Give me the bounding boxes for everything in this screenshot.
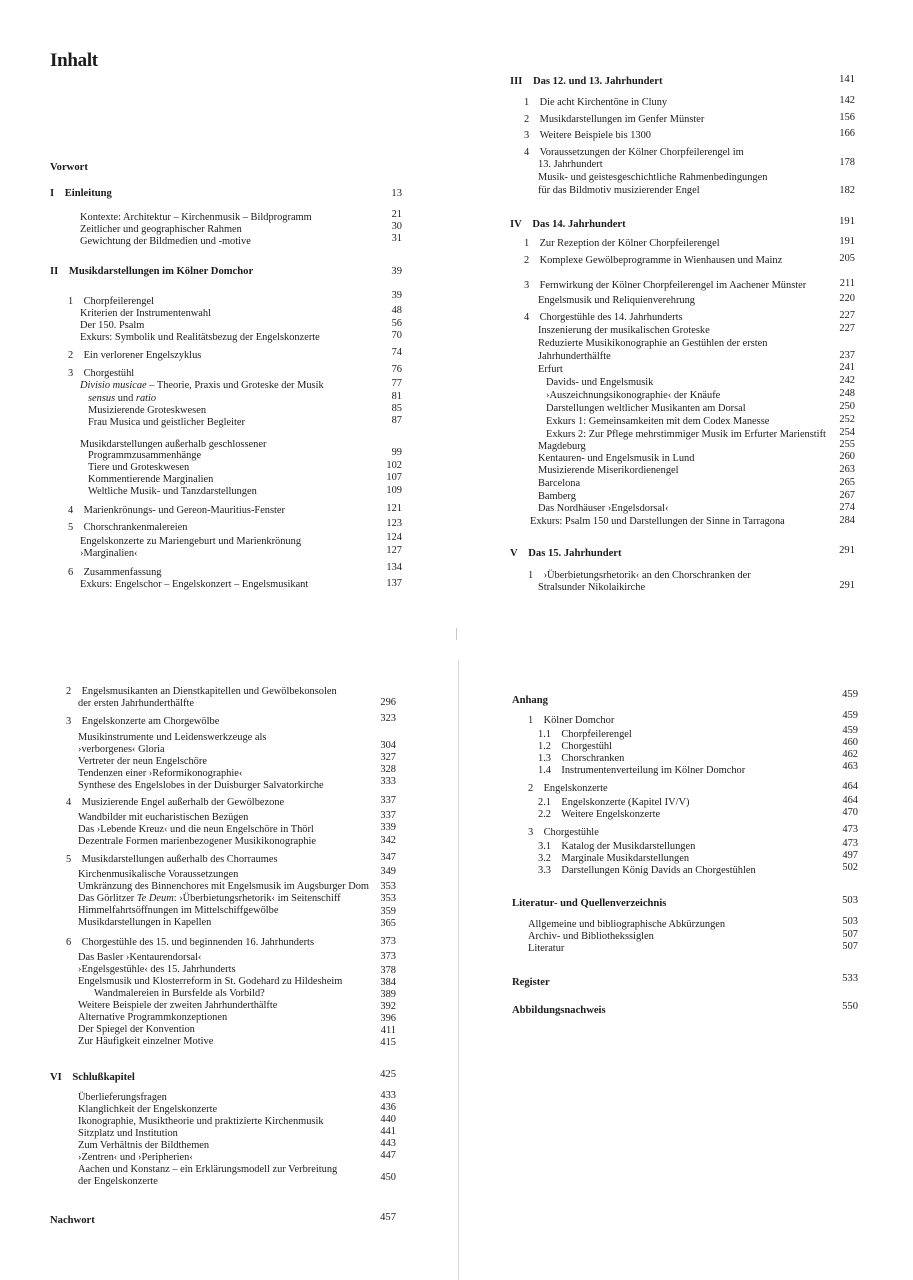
toc-entry bbox=[50, 917, 396, 930]
toc-entry-title: 1.1 Chorpfeilerengel bbox=[538, 729, 632, 740]
toc-entry-title: Überlieferungsfragen bbox=[78, 1092, 167, 1103]
toc-entry bbox=[50, 347, 402, 363]
toc-entry-title: Literatur bbox=[528, 943, 565, 954]
toc-column-bottom-right bbox=[512, 640, 858, 1280]
toc-page-number: 191 bbox=[839, 216, 855, 227]
toc-entry bbox=[510, 97, 855, 110]
toc-page-number: 220 bbox=[839, 293, 855, 304]
toc-entry-title: Vorwort bbox=[50, 162, 88, 173]
toc-section-heading bbox=[510, 545, 855, 561]
toc-entry-title: 3 Weitere Beispiele bis 1300 bbox=[524, 130, 651, 141]
toc-entry-title: 1 Chorpfeilerengel bbox=[68, 296, 154, 307]
toc-entry-title: Umkränzung des Binnenchores mit Engelsmusik im Augsburger Dom bbox=[78, 881, 369, 892]
toc-entry-title: Kentauren- und Engelsmusik in Lund bbox=[538, 453, 695, 464]
toc-page-number: 48 bbox=[391, 305, 402, 316]
toc-page-number: 31 bbox=[391, 233, 402, 244]
toc-section-heading bbox=[512, 895, 858, 911]
toc-column-top-left bbox=[50, 0, 402, 640]
page-title: Inhalt bbox=[50, 50, 98, 71]
toc-page-number: 237 bbox=[839, 350, 855, 361]
toc-entry-title: Divisio musicae – Theorie, Praxis und Groteske der Musik bbox=[80, 380, 324, 391]
toc-entry bbox=[510, 255, 855, 268]
toc-page-number: 284 bbox=[839, 515, 855, 526]
toc-page-number: 291 bbox=[839, 580, 855, 591]
toc-entry-title: Das Görlitzer Te Deum: ›Überbietungsrhetorik‹ im Seitenschiff bbox=[78, 893, 341, 904]
toc-section-heading bbox=[510, 76, 855, 89]
toc-page-number: 142 bbox=[839, 95, 855, 106]
toc-entry-title: Stralsunder Nikolaikirche bbox=[538, 582, 646, 593]
toc-entry-title: Abbildungsnachweis bbox=[512, 1005, 606, 1016]
toc-page-number: 497 bbox=[842, 850, 858, 861]
toc-entry-title: Zeitlicher und geographischer Rahmen bbox=[80, 224, 242, 235]
toc-page-number: 87 bbox=[391, 415, 402, 426]
toc-entry-title: sensus und ratio bbox=[88, 393, 157, 404]
toc-entry-title: Zur Häufigkeit einzelner Motive bbox=[78, 1036, 214, 1047]
toc-entry bbox=[510, 295, 855, 308]
toc-entry-title: VI Schlußkapitel bbox=[50, 1072, 135, 1083]
toc-page-number: 121 bbox=[386, 503, 402, 514]
toc-page-number: 459 bbox=[842, 725, 858, 736]
toc-page-number: 433 bbox=[380, 1090, 396, 1101]
toc-entry bbox=[510, 465, 855, 478]
toc-entry bbox=[50, 1036, 396, 1049]
toc-page-number: 337 bbox=[380, 810, 396, 821]
toc-page-number: 248 bbox=[839, 388, 855, 399]
toc-page-number: 255 bbox=[839, 439, 855, 450]
toc-entry-title: Klanglichkeit der Engelskonzerte bbox=[78, 1104, 218, 1115]
page-gutter bbox=[458, 660, 459, 1280]
toc-entry-title: Exkurs: Psalm 150 und Darstellungen der Sinne in Tarragona bbox=[530, 516, 785, 527]
toc-entry-title: Musikinstrumente und Leidenswerkzeuge als bbox=[78, 732, 267, 743]
toc-entry-title: Musizierende Groteskwesen bbox=[88, 405, 207, 416]
toc-page-number: 267 bbox=[839, 490, 855, 501]
toc-entry-title: Weltliche Musik- und Tanzdarstellungen bbox=[88, 486, 257, 497]
toc-entry-title: Aachen und Konstanz – ein Erklärungsmodell zur Verbreitung bbox=[78, 1164, 338, 1175]
toc-page-number: 21 bbox=[391, 209, 402, 220]
toc-page-number: 463 bbox=[842, 761, 858, 772]
toc-entry-title: Nachwort bbox=[50, 1215, 95, 1226]
toc-page-number: 464 bbox=[842, 795, 858, 806]
toc-entry-title: Frau Musica und geistlicher Begleiter bbox=[88, 417, 245, 428]
toc-entry-title: Archiv- und Bibliothekssiglen bbox=[528, 931, 654, 942]
toc-entry bbox=[50, 545, 402, 561]
toc-page-number: 13 bbox=[391, 188, 402, 199]
toc-entry-title: Davids- und Engelsmusik bbox=[546, 377, 654, 388]
toc-entry-title: Wandmalereien in Bursfelde als Vorbild? bbox=[94, 988, 265, 999]
toc-page-number: 473 bbox=[842, 838, 858, 849]
toc-page-number: 291 bbox=[839, 545, 855, 556]
toc-entry-title: 3 Chorgestühle bbox=[528, 827, 599, 838]
toc-entry-title: Barcelona bbox=[538, 478, 581, 489]
toc-page-number: 182 bbox=[839, 185, 855, 196]
toc-entry bbox=[510, 172, 855, 185]
toc-entry-title: Gewichtung der Bildmedien und -motive bbox=[80, 236, 251, 247]
toc-entry-title: 1.2 Chorgestühl bbox=[538, 741, 612, 752]
toc-page-number: 507 bbox=[842, 941, 858, 952]
toc-entry-title: 5 Musikdarstellungen außerhalb des Chorraumes bbox=[66, 854, 278, 865]
toc-entry-title: 1 Zur Rezeption der Kölner Chorpfeilerengel bbox=[524, 238, 720, 249]
toc-section-heading bbox=[512, 973, 858, 990]
toc-entry bbox=[510, 582, 855, 595]
toc-entry-title: 3 Engelskonzerte am Chorgewölbe bbox=[66, 716, 220, 727]
toc-entry-title: Darstellungen weltlicher Musikanten am Dorsal bbox=[546, 403, 746, 414]
toc-entry bbox=[50, 417, 402, 430]
toc-page-number: 342 bbox=[380, 835, 396, 846]
toc-entry-title: Engelsmusik und Reliquienverehrung bbox=[538, 295, 695, 306]
toc-page-number: 265 bbox=[839, 477, 855, 488]
toc-page-number: 533 bbox=[842, 973, 858, 984]
toc-entry-title: Sitzplatz und Institution bbox=[78, 1128, 178, 1139]
toc-entry-title: für das Bildmotiv musizierender Engel bbox=[538, 185, 700, 196]
fold-mark bbox=[456, 628, 457, 640]
toc-entry-title: Vertreter der neun Engelschöre bbox=[78, 756, 207, 767]
toc-page-number: 107 bbox=[386, 472, 402, 483]
toc-entry-title: Musizierende Miserikordienengel bbox=[538, 465, 679, 476]
toc-entry-title: Engelsmusik und Klosterreform in St. Godehard zu Hildesheim bbox=[78, 976, 343, 987]
toc-entry-title: Synthese des Engelslobes in der Duisburger Salvatorkirche bbox=[78, 780, 324, 791]
toc-entry bbox=[510, 185, 855, 198]
toc-entry-title: Musikdarstellungen außerhalb geschlossener bbox=[80, 439, 267, 450]
toc-entry bbox=[50, 332, 402, 345]
toc-page-number: 384 bbox=[380, 977, 396, 988]
toc-entry-title: 4 Voraussetzungen der Kölner Chorpfeilerengel im bbox=[524, 147, 744, 158]
toc-entry bbox=[510, 516, 855, 529]
toc-entry-title: Der 150. Psalm bbox=[80, 320, 145, 331]
toc-entry-title: ›Zentren‹ und ›Peripherien‹ bbox=[78, 1152, 193, 1163]
toc-entry-title: Programmzusammenhänge bbox=[88, 450, 202, 461]
toc-page-number: 296 bbox=[380, 697, 396, 708]
toc-entry-title: Kriterien der Instrumentenwahl bbox=[80, 308, 211, 319]
toc-entry bbox=[50, 854, 396, 867]
toc-entry bbox=[512, 761, 858, 778]
toc-entry-title: 4 Musizierende Engel außerhalb der Gewölbezone bbox=[66, 797, 285, 808]
toc-entry bbox=[510, 114, 855, 127]
toc-page-number: 211 bbox=[839, 278, 855, 289]
toc-entry-title: Exkurs: Symbolik und Realitätsbezug der Engelskonzerte bbox=[80, 332, 320, 343]
toc-entry-title: V Das 15. Jahrhundert bbox=[510, 548, 622, 559]
toc-entry bbox=[510, 130, 855, 143]
toc-section-heading bbox=[512, 689, 858, 708]
toc-entry bbox=[510, 159, 855, 172]
toc-page-number: 441 bbox=[380, 1126, 396, 1137]
toc-page-number: 137 bbox=[386, 578, 402, 589]
toc-entry bbox=[510, 377, 855, 390]
toc-page-number: 30 bbox=[391, 221, 402, 232]
toc-page-number: 39 bbox=[391, 266, 402, 277]
toc-page-number: 333 bbox=[380, 776, 396, 787]
toc-page-number: 459 bbox=[842, 710, 858, 721]
toc-entry-title: 2 Engelskonzerte bbox=[528, 783, 608, 794]
toc-page-number: 353 bbox=[380, 893, 396, 904]
toc-page-number: 178 bbox=[839, 157, 855, 168]
toc-page-number: 70 bbox=[391, 330, 402, 341]
toc-entry bbox=[512, 783, 858, 796]
toc-entry bbox=[50, 579, 402, 592]
toc-entry-title: 4 Chorgestühle des 14. Jahrhunderts bbox=[524, 312, 683, 323]
toc-entry-title: Exkurs 1: Gemeinsamkeiten mit dem Codex Manesse bbox=[546, 416, 770, 427]
toc-entry bbox=[50, 518, 402, 535]
toc-entry bbox=[510, 312, 855, 325]
toc-entry-title: 2.1 Engelskonzerte (Kapitel IV/V) bbox=[538, 797, 690, 808]
toc-page-number: 166 bbox=[839, 128, 855, 139]
toc-entry-title: 3.3 Darstellungen König Davids an Chorgestühlen bbox=[538, 865, 756, 876]
toc-page-number: 550 bbox=[842, 1001, 858, 1012]
toc-entry-title: Jahrhunderthälfte bbox=[538, 351, 611, 362]
toc-entry-title: Erfurt bbox=[538, 364, 563, 375]
toc-page-number: 252 bbox=[839, 414, 855, 425]
toc-entry-title: 13. Jahrhundert bbox=[538, 159, 603, 170]
toc-entry bbox=[50, 505, 402, 518]
toc-entry-title: Allgemeine und bibliographische Abkürzungen bbox=[528, 919, 726, 930]
toc-page-number: 365 bbox=[380, 918, 396, 929]
toc-entry bbox=[512, 862, 858, 878]
toc-page-number: 127 bbox=[386, 545, 402, 556]
toc-entry-title: 1.4 Instrumentenverteilung im Kölner Domchor bbox=[538, 765, 746, 776]
toc-entry bbox=[510, 338, 855, 351]
toc-entry-title: Musikdarstellungen in Kapellen bbox=[78, 917, 212, 928]
toc-entry-title: Kommentierende Marginalien bbox=[88, 474, 214, 485]
toc-page-number: 502 bbox=[842, 862, 858, 873]
toc-entry-title: Inszenierung der musikalischen Groteske bbox=[538, 325, 710, 336]
toc-page-number: 443 bbox=[380, 1138, 396, 1149]
toc-page-number: 205 bbox=[839, 253, 855, 264]
toc-entry bbox=[510, 325, 855, 338]
toc-page-number: 470 bbox=[842, 807, 858, 818]
toc-entry-title: Literatur- und Quellenverzeichnis bbox=[512, 898, 667, 909]
toc-entry-title: 1 Kölner Domchor bbox=[528, 715, 615, 726]
toc-entry-title: ›verborgenes‹ Gloria bbox=[78, 744, 165, 755]
toc-entry bbox=[510, 403, 855, 416]
toc-entry-title: Kirchenmusikalische Voraussetzungen bbox=[78, 869, 239, 880]
toc-page-number: 260 bbox=[839, 451, 855, 462]
toc-section-heading bbox=[50, 188, 402, 201]
toc-entry-title: Tendenzen einer ›Reformikonographie‹ bbox=[78, 768, 243, 779]
toc-entry bbox=[510, 364, 855, 377]
toc-column-bottom-left bbox=[50, 640, 396, 1280]
toc-page-number: 74 bbox=[391, 347, 402, 358]
toc-entry-title: III Das 12. und 13. Jahrhundert bbox=[510, 76, 663, 87]
toc-column-top-right bbox=[510, 0, 855, 640]
toc-entry-title: 1 Die acht Kirchentöne in Cluny bbox=[524, 97, 668, 108]
toc-page-number: 77 bbox=[391, 378, 402, 389]
toc-entry-title: Himmelfahrtsöffnungen im Mittelschiffgewölbe bbox=[78, 905, 279, 916]
toc-entry bbox=[510, 503, 855, 516]
toc-page-number: 347 bbox=[380, 852, 396, 863]
toc-entry bbox=[50, 776, 396, 793]
toc-entry-title: 2 Komplexe Gewölbeprogramme in Wienhausen und Mainz bbox=[524, 255, 783, 266]
toc-entry-title: IV Das 14. Jahrhundert bbox=[510, 219, 626, 230]
toc-page-number: 134 bbox=[386, 562, 402, 573]
toc-entry-title: 4 Marienkrönungs- und Gereon-Mauritius-Fenster bbox=[68, 505, 286, 516]
toc-entry-title: 3.1 Katalog der Musikdarstellungen bbox=[538, 841, 696, 852]
toc-entry-title: Exkurs: Engelschor – Engelskonzert – Engelsmusikant bbox=[80, 579, 309, 590]
toc-page-number: 85 bbox=[391, 403, 402, 414]
toc-page-number: 99 bbox=[391, 447, 402, 458]
toc-page-number: 254 bbox=[839, 427, 855, 438]
toc-page-number: 304 bbox=[380, 740, 396, 751]
toc-entry-title: Das Nordhäuser ›Engelsdorsal‹ bbox=[538, 503, 669, 514]
toc-page-number: 323 bbox=[380, 713, 396, 724]
toc-entry bbox=[512, 809, 858, 822]
toc-entry-title: 6 Zusammenfassung bbox=[68, 567, 162, 578]
toc-entry-title: Dezentrale Formen marienbezogener Musikikonographie bbox=[78, 836, 317, 847]
toc-page-number: 241 bbox=[839, 362, 855, 373]
toc-page-number: 124 bbox=[386, 532, 402, 543]
toc-page-number: 102 bbox=[386, 460, 402, 471]
toc-entry bbox=[510, 238, 855, 251]
toc-section-heading bbox=[50, 266, 402, 279]
toc-entry-title: Bamberg bbox=[538, 491, 576, 502]
toc-entry bbox=[510, 416, 855, 429]
toc-page-number: 436 bbox=[380, 1102, 396, 1113]
toc-entry bbox=[510, 351, 855, 364]
toc-entry-title: 6 Chorgestühle des 15. und beginnenden 16. Jahrhunderts bbox=[66, 937, 314, 948]
toc-page-number: 263 bbox=[839, 464, 855, 475]
toc-page-number: 440 bbox=[380, 1114, 396, 1125]
toc-entry-title: 1 ›Überbietungsrhetorik‹ an den Chorschranken der bbox=[528, 570, 751, 581]
toc-page-number: 459 bbox=[842, 689, 858, 700]
toc-page-number: 389 bbox=[380, 989, 396, 1000]
toc-page-number: 337 bbox=[380, 795, 396, 806]
toc-entry-title: II Musikdarstellungen im Kölner Domchor bbox=[50, 266, 254, 277]
toc-entry bbox=[50, 836, 396, 849]
toc-page-number: 191 bbox=[839, 236, 855, 247]
toc-entry bbox=[50, 1172, 396, 1189]
toc-entry-title: der Engelskonzerte bbox=[78, 1176, 158, 1187]
toc-entry-title: 3 Chorgestühl bbox=[68, 368, 135, 379]
toc-entry bbox=[512, 824, 858, 840]
toc-entry-title: 5 Chorschrankenmalereien bbox=[68, 522, 188, 533]
toc-entry bbox=[510, 280, 855, 293]
toc-entry-title: Magdeburg bbox=[538, 441, 586, 452]
toc-page-number: 450 bbox=[380, 1172, 396, 1183]
toc-entry-title: der ersten Jahrhunderthälfte bbox=[78, 698, 194, 709]
toc-page-number: 359 bbox=[380, 906, 396, 917]
toc-entry-title: ›Engelsgestühle‹ des 15. Jahrhunderts bbox=[78, 964, 236, 975]
toc-entry-title: Alternative Programmkonzeptionen bbox=[78, 1012, 228, 1023]
toc-page-number: 396 bbox=[380, 1013, 396, 1024]
toc-page-number: 373 bbox=[380, 951, 396, 962]
toc-entry-title: 3.2 Marginale Musikdarstellungen bbox=[538, 853, 690, 864]
toc-entry-title: I Einleitung bbox=[50, 188, 112, 199]
toc-entry-title: Zum Verhältnis der Bildthemen bbox=[78, 1140, 210, 1151]
toc-entry-title: 1.3 Chorschranken bbox=[538, 753, 625, 764]
toc-page-number: 464 bbox=[842, 781, 858, 792]
toc-page-number: 460 bbox=[842, 737, 858, 748]
toc-page-number: 462 bbox=[842, 749, 858, 760]
toc-entry bbox=[512, 943, 858, 956]
toc-entry bbox=[50, 713, 396, 729]
toc-page-number: 109 bbox=[386, 485, 402, 496]
toc-page-number: 242 bbox=[839, 375, 855, 386]
toc-entry-title: 2 Engelsmusikanten an Dienstkapitellen und Gewölbekonsolen bbox=[66, 686, 337, 697]
toc-section-heading bbox=[50, 1212, 396, 1228]
toc-page-number: 373 bbox=[380, 936, 396, 947]
toc-entry bbox=[510, 390, 855, 403]
toc-entry-title: Anhang bbox=[512, 695, 548, 706]
toc-entry-title: Exkurs 2: Zur Pflege mehrstimmiger Musik im Erfurter Marienstift bbox=[546, 429, 826, 440]
toc-page-number: 447 bbox=[380, 1150, 396, 1161]
toc-entry-title: Wandbilder mit eucharistischen Bezügen bbox=[78, 812, 249, 823]
toc-section-heading bbox=[50, 1069, 396, 1085]
toc-page-number: 56 bbox=[391, 318, 402, 329]
toc-page-number: 503 bbox=[842, 895, 858, 906]
toc-page-number: 76 bbox=[391, 364, 402, 375]
toc-entry-title: Das ›Lebende Kreuz‹ und die neun Engelschöre in Thörl bbox=[78, 824, 314, 835]
toc-entry bbox=[50, 797, 396, 810]
toc-entry-title: 2.2 Weitere Engelskonzerte bbox=[538, 809, 661, 820]
toc-page-number: 141 bbox=[839, 74, 855, 85]
toc-page-number: 457 bbox=[380, 1212, 396, 1223]
toc-entry-title: Ikonographie, Musiktheorie und praktizierte Kirchenmusik bbox=[78, 1116, 324, 1127]
toc-entry-title: 2 Musikdarstellungen im Genfer Münster bbox=[524, 114, 705, 125]
toc-entry bbox=[50, 233, 402, 249]
toc-page-number: 507 bbox=[842, 929, 858, 940]
toc-entry-title: Tiere und Groteskwesen bbox=[88, 462, 190, 473]
toc-entry bbox=[50, 486, 402, 499]
toc-entry-title: ›Marginalien‹ bbox=[80, 548, 138, 559]
toc-page-number: 227 bbox=[839, 323, 855, 334]
toc-entry bbox=[510, 478, 855, 491]
toc-entry-title: Kontexte: Architektur – Kirchenmusik – Bildprogramm bbox=[80, 212, 312, 223]
toc-entry bbox=[50, 937, 396, 950]
toc-entry-title: Engelskonzerte zu Mariengeburt und Marienkrönung bbox=[80, 536, 302, 547]
toc-page-number: 392 bbox=[380, 1001, 396, 1012]
toc-page-number: 411 bbox=[380, 1025, 396, 1036]
toc-entry bbox=[50, 698, 396, 711]
toc-entry bbox=[50, 380, 402, 393]
toc-entry-title: Reduzierte Musikikonographie an Gestühlen der ersten bbox=[538, 338, 768, 349]
toc-page-number: 415 bbox=[380, 1037, 396, 1048]
toc-page-number: 39 bbox=[391, 290, 402, 301]
toc-page-number: 328 bbox=[380, 764, 396, 775]
toc-page-number: 503 bbox=[842, 916, 858, 927]
toc-page-number: 339 bbox=[380, 822, 396, 833]
toc-page-number: 156 bbox=[839, 112, 855, 123]
toc-entry bbox=[512, 710, 858, 728]
toc-section-heading bbox=[512, 1001, 858, 1018]
toc-entry-title: 3 Fernwirkung der Kölner Chorpfeilerengel im Aachener Münster bbox=[524, 280, 807, 291]
toc-page-number: 250 bbox=[839, 401, 855, 412]
toc-entry-title: Der Spiegel der Konvention bbox=[78, 1024, 195, 1035]
toc-entry-title: 2 Ein verlorener Engelszyklus bbox=[68, 350, 202, 361]
toc-entry-title: Weitere Beispiele der zweiten Jahrhunderthälfte bbox=[78, 1000, 278, 1011]
toc-page-number: 473 bbox=[842, 824, 858, 835]
toc-entry-title: Musik- und geistesgeschichtliche Rahmenbedingungen bbox=[538, 172, 768, 183]
toc-page-number: 227 bbox=[839, 310, 855, 321]
toc-section-heading bbox=[510, 216, 855, 232]
toc-entry-title: ›Auszeichnungsikonographie‹ der Knäufe bbox=[546, 390, 721, 401]
toc-page-number: 327 bbox=[380, 752, 396, 763]
toc-entry-title: Das Basler ›Kentaurendorsal‹ bbox=[78, 952, 202, 963]
toc-page-number: 378 bbox=[380, 965, 396, 976]
toc-page-number: 274 bbox=[839, 502, 855, 513]
toc-page-number: 425 bbox=[380, 1069, 396, 1080]
toc-page-number: 349 bbox=[380, 866, 396, 877]
toc-page-number: 353 bbox=[380, 881, 396, 892]
toc-page-number: 81 bbox=[391, 391, 402, 402]
toc-entry-title: Register bbox=[512, 977, 550, 988]
toc-page-number: 123 bbox=[386, 518, 402, 529]
toc-section-heading bbox=[50, 162, 402, 175]
